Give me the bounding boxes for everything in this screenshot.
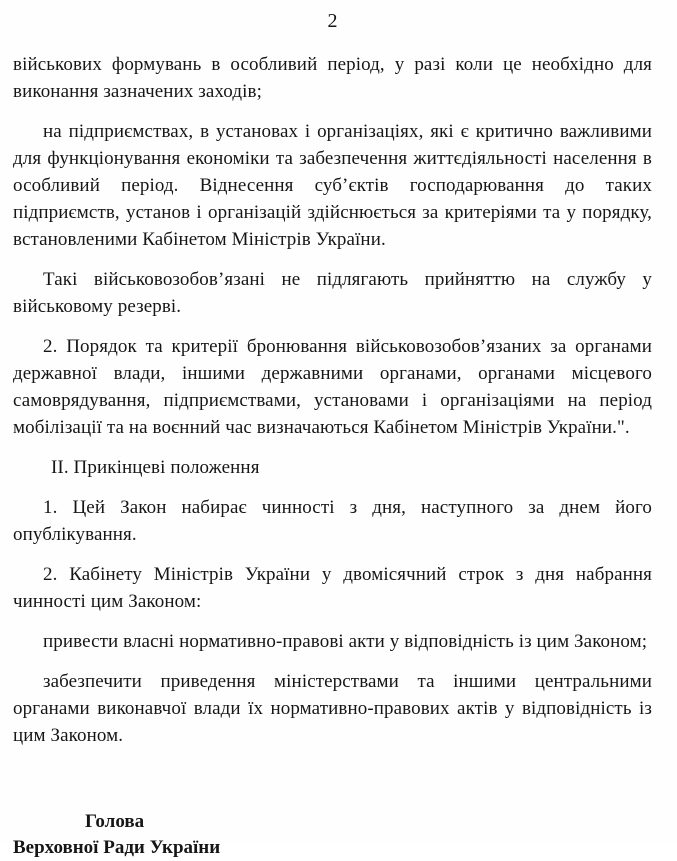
- paragraph-cabinet-two-months: 2. Кабінету Міністрів України у двомісячний строк з дня набрання чинності цим Законом:: [13, 564, 652, 612]
- paragraph-entry-into-force: 1. Цей Закон набирає чинності з дня, наступного за днем його опублікування.: [13, 497, 652, 545]
- paragraph-critical-enterprises: на підприємствах, в установах і організаціях, які є критично важливими для функціонування економіки та забезпечення життєдіяльності населення в особливий період. Віднесення суб’єктів господарювання до таких підприємств, установ і організацій здійснюється за критеріями та у порядку, встановленими Кабінетом Міністрів України.: [13, 121, 652, 250]
- signature-title: Голова: [85, 811, 145, 832]
- signature-block: [13, 809, 652, 861]
- signature-organization: Верховної Ради України: [13, 837, 221, 858]
- paragraph-booking-procedure: 2. Порядок та критерії бронювання військовозобов’язаних за органами державної влади, іншими державними органами, органами місцевого самоврядування, підприємствами, установами і організаціями на період мобілізації та на воєнний час визначаються Кабінетом Міністрів України.".: [13, 336, 652, 438]
- section-heading-final-provisions: ІІ. Прикінцеві положення: [51, 457, 260, 478]
- page-number: 2: [327, 10, 338, 32]
- paragraph-bring-own-acts: привести власні нормативно-правові акти у відповідність із цим Законом;: [43, 631, 648, 652]
- paragraph-reserve-service: Такі військовозобов’язані не підлягають прийняттю на службу у військовому резерві.: [13, 269, 652, 317]
- paragraph-ministries-acts: забезпечити приведення міністерствами та іншими центральними органами виконавчої влади їх нормативно-правових актів у відповідність із цим Законом.: [13, 671, 652, 746]
- paragraph-continuation: військових формувань в особливий період, у разі коли це необхідно для виконання зазначених заходів;: [13, 54, 652, 102]
